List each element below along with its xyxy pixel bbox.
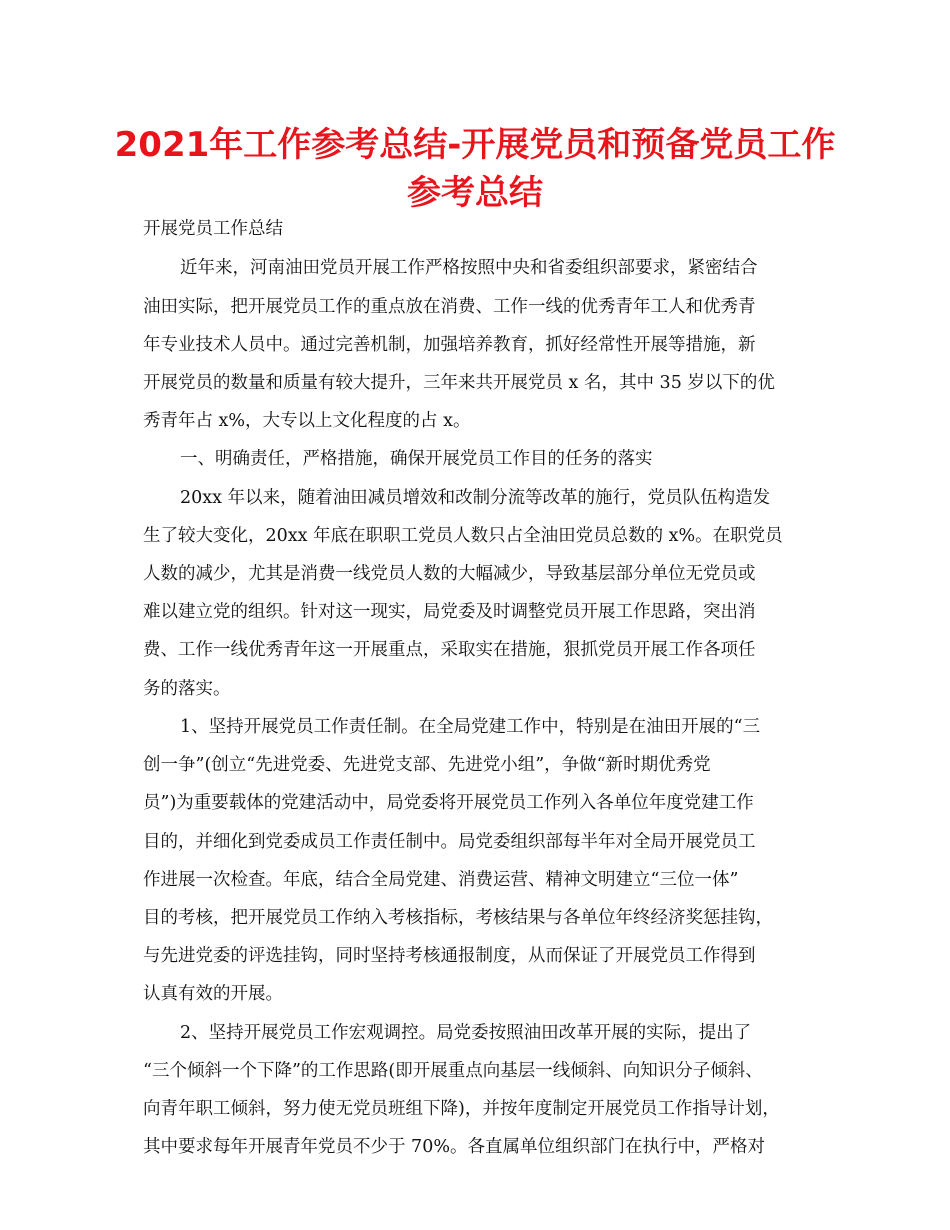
paragraph-line: 年专业技术人员中。通过完善机制，加强培养教育，抓好经常性开展等措施，新 — [143, 335, 756, 355]
document-title-line-2: 参考总结 — [407, 173, 543, 213]
paragraph-line: 务的落实。 — [143, 679, 231, 699]
paragraph-line: 20xx 年以来，随着油田减员增效和改制分流等改革的施行，党员队伍构造发 — [180, 488, 771, 508]
section-subtitle: 开展党员工作总结 — [143, 219, 283, 239]
paragraph-line: 近年来，河南油田党员开展工作严格按照中央和省委组织部要求，紧密结合 — [180, 258, 758, 278]
paragraph-line: 认真有效的开展。 — [143, 984, 283, 1004]
paragraph-line: 秀青年占 x%，大专以上文化程度的占 x。 — [143, 411, 471, 431]
paragraph-line: 1、坚持开展党员工作责任制。在全局党建工作中，特别是在油田开展的“三 — [180, 717, 761, 737]
paragraph-line: 油田实际，把开展党员工作的重点放在消费、工作一线的优秀青年工人和优秀青 — [143, 297, 756, 317]
paragraph-line: “三个倾斜一个下降”的工作思路(即开展重点向基层一线倾斜、向知识分子倾斜、 — [143, 1061, 763, 1081]
paragraph-line: 2、坚持开展党员工作宏观调控。局党委按照油田改革开展的实际，提出了 — [180, 1023, 752, 1043]
paragraph-line: 作进展一次检查。年底，结合全局党建、消费运营、精神文明建立“三位一体” — [143, 870, 739, 890]
paragraph-line: 开展党员的数量和质量有较大提升，三年来共开展党员 x 名，其中 35 岁以下的优 — [143, 373, 775, 393]
paragraph-line: 人数的减少，尤其是消费一线党员人数的大幅减少，导致基层部分单位无党员或 — [143, 564, 756, 584]
paragraph-line: 员”)为重要载体的党建活动中，局党委将开展党员工作列入各单位年度党建工作 — [143, 793, 754, 813]
paragraph-line: 目的考核，把开展党员工作纳入考核指标，考核结果与各单位年终经济奖惩挂钩， — [143, 908, 773, 928]
document-title-line-1: 2021年工作参考总结-开展党员和预备党员工作 — [114, 125, 836, 165]
paragraph-line: 难以建立党的组织。针对这一现实，局党委及时调整党员开展工作思路，突出消 — [143, 602, 756, 622]
paragraph-line: 费、工作一线优秀青年这一开展重点，采取实在措施，狠抓党员开展工作各项任 — [143, 640, 756, 660]
paragraph-line: 生了较大变化，20xx 年底在职职工党员人数只占全油田党员总数的 x%。在职党员 — [143, 526, 783, 546]
paragraph-line: 向青年职工倾斜，努力使无党员班组下降)，并按年度制定开展党员工作指导计划， — [143, 1099, 780, 1119]
paragraph-line: 目的，并细化到党委成员工作责任制中。局党委组织部每半年对全局开展党员工 — [143, 832, 756, 852]
section-heading: 一、明确责任，严格措施，确保开展党员工作目的任务的落实 — [180, 449, 653, 469]
paragraph-line: 与先进党委的评选挂钩，同时坚持考核通报制度，从而保证了开展党员工作得到 — [143, 946, 756, 966]
paragraph-line: 创一争”(创立“先进党委、先进党支部、先进党小组”，争做“新时期优秀党 — [143, 755, 711, 775]
paragraph-line: 其中要求每年开展青年党员不少于 70%。各直属单位组织部门在执行中，严格对 — [143, 1137, 765, 1157]
